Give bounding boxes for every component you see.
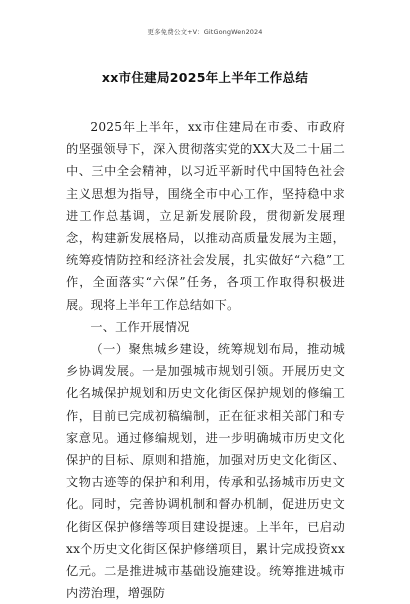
header-watermark: 更多免费公文+V：GitGongWen2024 [147,28,263,36]
intro-paragraph: 2025年上半年，xx市住建局在市委、市政府的坚强领导下，深入贯彻落实党的XX大及二十届二中、三中全会精神，以习近平新时代中国特色社会主义思想为指导，围绕全市中心工作，坚持稳中求进工作总基调，立足新发展阶段，贯彻新发展理念，构建新发展格局，以推动高质量发展为主题，统筹疫情防控和经济社会发展，扎实做好“六稳”工作，全面落实“六保”任务，各项工作取得积极进展。现将上半年工作总结如下。 [66,120,345,312]
section-heading: 一、工作开展情况 [90,319,190,334]
section-paragraph: （一）聚焦城乡建设，统筹规划布局，推动城乡协调发展。一是加强城市规划引领。开展历史文化名城保护规划和历史文化街区保护规划的修编工作，目前已完成初稿编制，正在征求相关部门和专家意见。通过修编规划，进一步明确城市历史文化保护的目标、原则和措施，加强对历史文化街区、文物古迹等的保护和利用，传承和弘扬城市历史文化。同时，完善协调机制和督办机制，促进历史文化街区保护修缮等项目建设提速。上半年，已启动xx个历史文化街区保护修缮项目，累计完成投资xx亿元。二是推进城市基础设施建设。统筹推进城市内涝治理，增强防 [66,342,345,601]
document-title: xx市住建局2025年上半年工作总结 [101,70,309,85]
document-body [66,116,345,604]
